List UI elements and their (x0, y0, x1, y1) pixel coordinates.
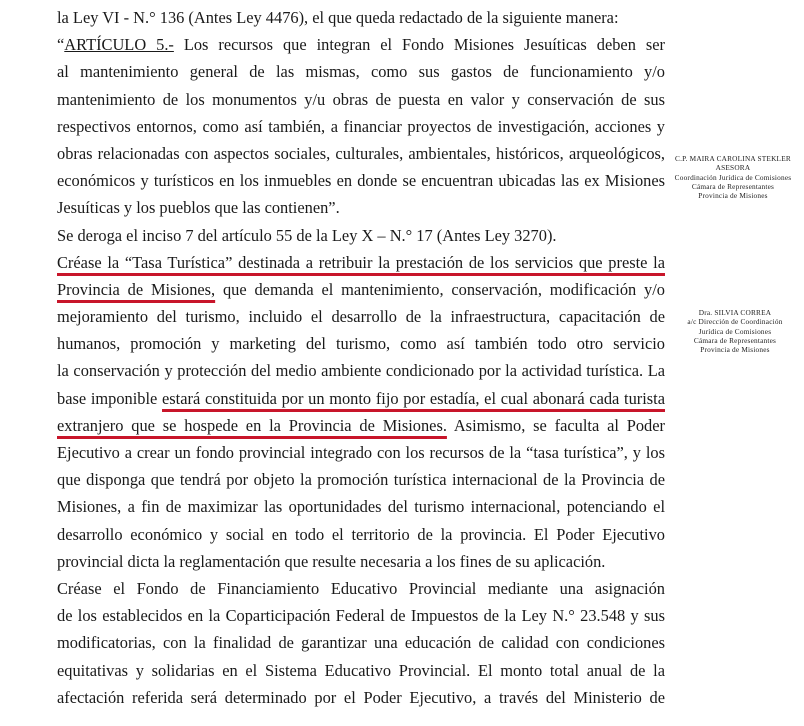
note-province: Provincia de Misiones (698, 191, 768, 201)
highlighted-phrase: Provincia de Misiones, (57, 279, 216, 299)
highlighted-phrase: extranjero que se hospede en la Provincia de Misiones. (57, 415, 447, 435)
text-line-17: Ejecutivo a crear un fondo provincial integrado con los recursos de la “tasa turística”, y los (57, 443, 665, 462)
text-line-21: provincial dicta la reglamentación que resulte necesaria a los fines de su aplicación. (57, 551, 606, 571)
text-line-10 (57, 249, 665, 276)
text-line-15 (57, 385, 665, 412)
note-role: a/c Dirección de Coordinación (687, 317, 783, 327)
note-province: Provincia de Misiones (700, 345, 770, 355)
text-line-26: afectación referida será determinado por el Poder Ejecutivo, a través del Ministerio de (57, 687, 665, 707)
note-chamber: Cámara de Representantes (691, 181, 775, 191)
note-chamber: Cámara de Representantes (693, 335, 777, 345)
text-line-12: mejoramiento del turismo, incluido el desarrollo de la infraestructura, capacitación de (57, 307, 665, 327)
note-name: C.P. MAIRA CAROLINA STEKLER (675, 154, 791, 163)
line-text: que demanda el mantenimiento, conservación, modificación y/o (215, 279, 665, 299)
text-line-2 (57, 31, 665, 58)
note-office: Coordinación Jurídica de Comisiones (674, 172, 792, 182)
text-line-6: obras relacionadas con aspectos sociales, culturales, ambientales, históricos, arqueológicos, (57, 143, 665, 163)
text-line-3: al mantenimiento general de las mismas, como sus gastos de funcionamiento y/o (57, 62, 665, 82)
text-line-16 (57, 412, 665, 439)
highlighted-phrase: Créase la “Tasa Turística” destinada a retribuir la prestación de los servicios que preste la (57, 252, 665, 272)
text-line-5: respectivos entornos, como así también, a financiar proyectos de investigación, acciones y (57, 116, 665, 136)
open-quote: “ (57, 35, 65, 55)
text-line-11 (57, 276, 665, 303)
text-line-4: mantenimiento de los monumentos y/u obras de puesta en valor y conservación de sus (57, 89, 665, 109)
text-line-18: que disponga que tendrá por objeto la promoción turística internacional de la Provincia de (57, 470, 665, 490)
text-line-8: Jesuíticas y los pueblos que las contienen”. (57, 198, 340, 218)
text-line-9: Se deroga el inciso 7 del artículo 55 de la Ley X – N.° 17 (Antes Ley 3270). (57, 225, 557, 245)
text-line-13: humanos, promoción y marketing del turismo, como así también todo otro servicio (57, 334, 665, 354)
article-text-start: Los recursos que integran el Fondo Misiones Jesuíticas deben ser (183, 35, 665, 55)
article-label: ARTÍCULO 5.- (64, 35, 174, 55)
document-body (57, 4, 665, 711)
text-line-23: de los establecidos en la Coparticipación Federal de Impuestos de la Ley N.° 23.548 y sus (57, 606, 665, 626)
note-role: ASESORA (715, 163, 751, 173)
text-line-1: la Ley VI - N.° 136 (Antes Ley 4476), el que queda redactado de la siguiente manera: (57, 8, 619, 27)
text-line-19: Misiones, a fin de maximizar las oportunidades del turismo internacional, potenciando el (57, 497, 665, 517)
line-text: Asimismo, se faculta al Poder (446, 415, 665, 435)
text-line-7: económicos y turísticos en los inmuebles en donde se encuentran ubicadas las ex Misiones (57, 171, 665, 191)
text-line-24: modificatorias, con la finalidad de garantizar una educación de calidad con condiciones (57, 633, 665, 653)
highlighted-phrase: estará constituida por un monto fijo por estadía, el cual abonará cada turista (162, 388, 665, 408)
margin-signature-note (668, 154, 798, 200)
margin-signature-note (670, 308, 800, 354)
text-line-20: desarrollo económico y social en todo el territorio de la provincia. El Poder Ejecutivo (57, 524, 665, 544)
note-name: Dra. SILVIA CORREA (698, 308, 772, 317)
text-line-14: la conservación y protección del medio ambiente condicionado por la actividad turística. La (57, 361, 665, 381)
text-line-22: Créase el Fondo de Financiamiento Educativo Provincial mediante una asignación (57, 578, 665, 598)
line-text: base imponible (57, 388, 163, 408)
text-line-25: equitativas y solidarias en el Sistema Educativo Provincial. El monto total anual de la (57, 660, 665, 680)
note-office: Jurídica de Comisiones (698, 326, 772, 336)
